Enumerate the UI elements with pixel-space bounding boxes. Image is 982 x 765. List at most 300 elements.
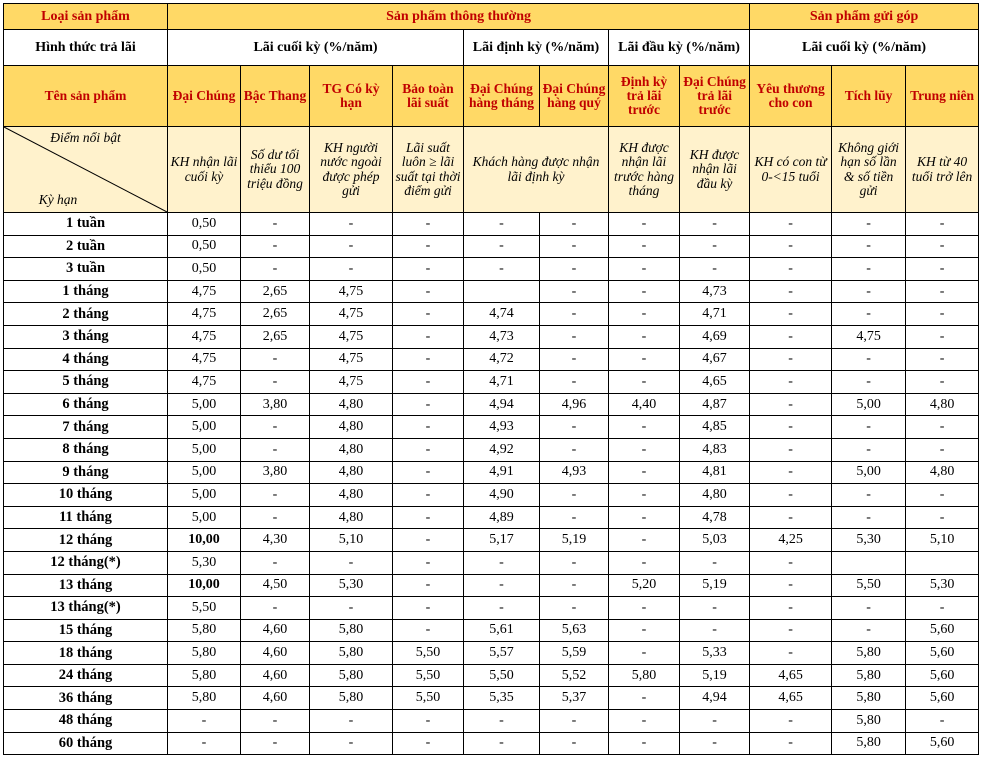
rate-cell — [906, 551, 979, 574]
rate-cell: - — [609, 348, 680, 371]
rate-cell: 5,30 — [310, 574, 393, 597]
product-name-header: Tên sản phẩm — [4, 66, 168, 127]
rate-cell: - — [241, 506, 310, 529]
rate-cell: - — [906, 213, 979, 236]
rate-cell: - — [241, 213, 310, 236]
rate-cell: 4,83 — [680, 438, 750, 461]
term-cell: 60 tháng — [4, 732, 168, 755]
rate-cell: - — [609, 371, 680, 394]
rate-cell: - — [609, 732, 680, 755]
rate-cell: - — [393, 348, 464, 371]
rate-cell: - — [540, 416, 609, 439]
product-desc-8: KH được nhận lãi đầu kỳ — [680, 127, 750, 213]
table-row — [4, 529, 979, 552]
rate-cell: - — [393, 574, 464, 597]
rate-cell: - — [393, 235, 464, 258]
term-cell: 12 tháng(*) — [4, 551, 168, 574]
table-row — [4, 732, 979, 755]
product-name-7: Định kỳ trả lãi trước — [609, 66, 680, 127]
rate-cell: 2,65 — [241, 303, 310, 326]
rate-cell: - — [609, 258, 680, 281]
end-of-term-header: Lãi cuối kỳ (%/năm) — [168, 30, 464, 66]
rate-cell: 4,50 — [241, 574, 310, 597]
rate-cell: 5,30 — [168, 551, 241, 574]
rate-cell: 5,00 — [168, 393, 241, 416]
rate-cell: 5,52 — [540, 664, 609, 687]
rate-cell: 4,96 — [540, 393, 609, 416]
rate-cell: 4,71 — [680, 303, 750, 326]
rate-cell: - — [241, 732, 310, 755]
periodic-header: Lãi định kỳ (%/năm) — [464, 30, 609, 66]
term-cell: 18 tháng — [4, 642, 168, 665]
rate-cell: 4,74 — [464, 303, 540, 326]
rate-cell: - — [750, 484, 832, 507]
rate-cell: 4,30 — [241, 529, 310, 552]
rate-cell: - — [310, 213, 393, 236]
rate-cell: - — [750, 732, 832, 755]
rate-cell — [464, 280, 540, 303]
rate-cell: - — [750, 551, 832, 574]
rate-cell: 4,65 — [680, 371, 750, 394]
rate-cell: - — [906, 348, 979, 371]
rate-cell: - — [832, 371, 906, 394]
rate-cell: 4,75 — [310, 280, 393, 303]
rate-cell: - — [540, 258, 609, 281]
product-name-10: Tích lũy — [832, 66, 906, 127]
term-cell: 7 tháng — [4, 416, 168, 439]
rate-cell: - — [241, 258, 310, 281]
term-cell: 2 tuần — [4, 235, 168, 258]
table-row — [4, 325, 979, 348]
rate-cell: 5,17 — [464, 529, 540, 552]
rate-cell: - — [832, 438, 906, 461]
rate-cell: 4,60 — [241, 687, 310, 710]
rate-cell: - — [906, 506, 979, 529]
rate-cell: - — [750, 371, 832, 394]
rate-cell: - — [680, 710, 750, 733]
rate-cell: - — [906, 235, 979, 258]
rate-cell: - — [310, 551, 393, 574]
rate-cell: 4,67 — [680, 348, 750, 371]
rate-cell: 4,73 — [680, 280, 750, 303]
rate-cell: - — [906, 484, 979, 507]
rate-cell: - — [750, 574, 832, 597]
rate-cell: 4,60 — [241, 619, 310, 642]
rate-cell: 5,03 — [680, 529, 750, 552]
rate-cell: - — [609, 506, 680, 529]
rate-cell: 4,75 — [310, 325, 393, 348]
rate-cell: - — [310, 597, 393, 620]
rate-cell: - — [393, 619, 464, 642]
rate-cell: - — [750, 213, 832, 236]
rate-cell: 4,75 — [310, 303, 393, 326]
rate-cell: 0,50 — [168, 258, 241, 281]
rate-cell: 5,80 — [168, 619, 241, 642]
rate-cell: - — [906, 438, 979, 461]
table-row — [4, 371, 979, 394]
rate-cell: - — [609, 416, 680, 439]
product-name-2: Bậc Thang — [241, 66, 310, 127]
rate-cell: 2,65 — [241, 280, 310, 303]
table-row — [4, 303, 979, 326]
product-type-header: Loại sản phẩm — [4, 4, 168, 30]
rate-cell: - — [906, 303, 979, 326]
rate-cell: - — [609, 438, 680, 461]
rate-cell: - — [310, 732, 393, 755]
rate-cell: - — [609, 484, 680, 507]
rate-cell: - — [540, 371, 609, 394]
rate-cell: 5,19 — [540, 529, 609, 552]
rate-cell: - — [750, 506, 832, 529]
rate-cell: - — [540, 235, 609, 258]
rate-cell: 4,25 — [750, 529, 832, 552]
rate-cell: - — [540, 325, 609, 348]
rate-cell: 4,75 — [310, 348, 393, 371]
rate-cell: 4,80 — [310, 438, 393, 461]
rate-cell: - — [750, 348, 832, 371]
rate-cell: - — [241, 484, 310, 507]
rate-cell: 4,89 — [464, 506, 540, 529]
rate-cell: 4,92 — [464, 438, 540, 461]
rate-cell: - — [750, 258, 832, 281]
rate-cell: - — [464, 732, 540, 755]
rate-cell: - — [241, 710, 310, 733]
rate-cell: - — [609, 213, 680, 236]
rate-cell: - — [906, 280, 979, 303]
rate-cell: - — [464, 258, 540, 281]
rate-cell: - — [680, 235, 750, 258]
table-row — [4, 574, 979, 597]
product-desc-5: Khách hàng được nhận lãi định kỳ — [464, 127, 609, 213]
rate-cell: 3,80 — [241, 461, 310, 484]
highlight-term-corner — [4, 127, 168, 213]
rate-cell: 4,90 — [464, 484, 540, 507]
term-cell: 15 tháng — [4, 619, 168, 642]
rate-cell: - — [750, 303, 832, 326]
rate-cell: - — [832, 506, 906, 529]
rate-cell: - — [540, 213, 609, 236]
rate-cell: 5,35 — [464, 687, 540, 710]
rate-cell: 5,10 — [310, 529, 393, 552]
rate-cell: 5,19 — [680, 664, 750, 687]
rate-cell: - — [680, 213, 750, 236]
rate-cell: - — [540, 280, 609, 303]
table-row — [4, 258, 979, 281]
product-desc-4: Lãi suất luôn ≥ lãi suất tại thời điểm gửi — [393, 127, 464, 213]
term-cell: 48 tháng — [4, 710, 168, 733]
rate-cell: - — [540, 303, 609, 326]
rate-cell: - — [750, 619, 832, 642]
table-row — [4, 484, 979, 507]
rate-cell: 5,60 — [906, 732, 979, 755]
rate-cell: - — [393, 732, 464, 755]
rate-cell: 5,00 — [168, 461, 241, 484]
rate-cell: 5,00 — [832, 393, 906, 416]
rate-cell: - — [464, 551, 540, 574]
rate-cell: - — [680, 551, 750, 574]
rate-cell: 4,75 — [168, 348, 241, 371]
rate-cell: - — [464, 597, 540, 620]
rate-cell: - — [750, 416, 832, 439]
table-row — [4, 551, 979, 574]
rate-cell: 4,91 — [464, 461, 540, 484]
product-name-4: Bảo toàn lãi suất — [393, 66, 464, 127]
table-row — [4, 597, 979, 620]
rate-cell: - — [393, 213, 464, 236]
rate-cell: - — [906, 258, 979, 281]
table-row — [4, 393, 979, 416]
rate-cell: 4,75 — [168, 303, 241, 326]
rate-cell: - — [609, 280, 680, 303]
rate-cell: - — [832, 235, 906, 258]
term-cell: 10 tháng — [4, 484, 168, 507]
rate-cell: 4,94 — [464, 393, 540, 416]
rate-cell: - — [393, 506, 464, 529]
rate-cell: 5,50 — [393, 642, 464, 665]
rate-cell: - — [750, 597, 832, 620]
product-desc-10: Không giới hạn số lần & số tiền gửi — [832, 127, 906, 213]
product-name-6: Đại Chúng hàng quý — [540, 66, 609, 127]
rate-cell: - — [832, 213, 906, 236]
rate-cell: - — [464, 213, 540, 236]
table-row — [4, 416, 979, 439]
rate-cell: 5,80 — [310, 687, 393, 710]
rate-cell: 4,80 — [310, 416, 393, 439]
rate-cell: 5,80 — [609, 664, 680, 687]
rate-cell: 5,00 — [168, 506, 241, 529]
rate-cell: - — [680, 597, 750, 620]
rate-cell: 5,00 — [168, 416, 241, 439]
rate-cell: - — [609, 529, 680, 552]
rate-cell: 5,80 — [168, 664, 241, 687]
table-row — [4, 235, 979, 258]
rate-cell: - — [609, 303, 680, 326]
rate-cell: - — [906, 416, 979, 439]
rate-cell: - — [393, 597, 464, 620]
rate-cell: 5,63 — [540, 619, 609, 642]
rate-cell: 0,50 — [168, 235, 241, 258]
rate-cell: - — [832, 280, 906, 303]
rate-cell: 5,80 — [832, 687, 906, 710]
rate-cell: 4,80 — [310, 484, 393, 507]
rate-cell: 5,33 — [680, 642, 750, 665]
table-row — [4, 710, 979, 733]
rate-cell: 5,60 — [906, 687, 979, 710]
rate-cell: 4,87 — [680, 393, 750, 416]
table-row — [4, 348, 979, 371]
rate-cell: 0,50 — [168, 213, 241, 236]
product-name-1: Đại Chúng — [168, 66, 241, 127]
rate-cell: 5,59 — [540, 642, 609, 665]
rate-cell: - — [393, 393, 464, 416]
rate-cell: 5,80 — [168, 687, 241, 710]
rate-cell: - — [750, 280, 832, 303]
rate-cell: - — [750, 461, 832, 484]
rate-cell: - — [750, 325, 832, 348]
product-name-11: Trung niên — [906, 66, 979, 127]
product-name-5: Đại Chúng hàng tháng — [464, 66, 540, 127]
rate-cell: - — [540, 438, 609, 461]
rate-cell: - — [241, 416, 310, 439]
term-cell: 4 tháng — [4, 348, 168, 371]
rate-cell: - — [310, 235, 393, 258]
savings-end-of-term-header: Lãi cuối kỳ (%/năm) — [750, 30, 979, 66]
product-name-3: TG Có kỳ hạn — [310, 66, 393, 127]
rate-cell: 4,93 — [464, 416, 540, 439]
rate-cell: - — [168, 710, 241, 733]
rate-cell: - — [393, 461, 464, 484]
rate-cell: 5,10 — [906, 529, 979, 552]
rate-cell: 4,80 — [680, 484, 750, 507]
rate-cell: 4,65 — [750, 687, 832, 710]
rate-cell: - — [609, 325, 680, 348]
rate-cell: 4,93 — [540, 461, 609, 484]
product-name-9: Yêu thương cho con — [750, 66, 832, 127]
term-cell: 3 tuần — [4, 258, 168, 281]
rate-cell: - — [540, 484, 609, 507]
rate-cell: - — [609, 551, 680, 574]
savings-products-header: Sản phẩm gửi góp — [750, 4, 979, 30]
product-desc-2: Số dư tối thiểu 100 triệu đồng — [241, 127, 310, 213]
rate-cell: - — [680, 258, 750, 281]
rate-cell: - — [168, 732, 241, 755]
rate-cell: - — [750, 710, 832, 733]
rate-cell: - — [393, 529, 464, 552]
rate-cell: - — [464, 235, 540, 258]
rate-cell: - — [832, 258, 906, 281]
rate-cell: 4,40 — [609, 393, 680, 416]
rate-cell: - — [609, 461, 680, 484]
rate-cell: 4,71 — [464, 371, 540, 394]
rate-cell: - — [609, 619, 680, 642]
rate-cell: - — [609, 235, 680, 258]
rate-cell: - — [540, 597, 609, 620]
rate-cell: - — [393, 371, 464, 394]
rate-cell: 4,60 — [241, 642, 310, 665]
term-cell: 8 tháng — [4, 438, 168, 461]
rate-cell: - — [832, 416, 906, 439]
rate-cell: - — [832, 484, 906, 507]
upfront-header: Lãi đầu kỳ (%/năm) — [609, 30, 750, 66]
rate-cell: 5,37 — [540, 687, 609, 710]
rate-cell: - — [906, 325, 979, 348]
rate-cell: - — [393, 280, 464, 303]
rate-cell: 4,80 — [906, 461, 979, 484]
table-row — [4, 642, 979, 665]
rate-cell: 4,75 — [168, 280, 241, 303]
rate-cell: 4,85 — [680, 416, 750, 439]
table-row — [4, 213, 979, 236]
rate-cell: - — [750, 642, 832, 665]
table-row — [4, 438, 979, 461]
product-desc-7: KH được nhận lãi trước hàng tháng — [609, 127, 680, 213]
rate-cell: 5,80 — [832, 732, 906, 755]
term-cell: 2 tháng — [4, 303, 168, 326]
term-cell: 13 tháng(*) — [4, 597, 168, 620]
rate-cell: - — [680, 619, 750, 642]
rate-cell: 4,80 — [310, 506, 393, 529]
rate-cell: - — [750, 393, 832, 416]
table-row — [4, 280, 979, 303]
rate-cell: 10,00 — [168, 574, 241, 597]
rate-cell: 5,00 — [168, 484, 241, 507]
rate-cell: 4,72 — [464, 348, 540, 371]
rate-cell: - — [750, 438, 832, 461]
rate-cell: - — [832, 597, 906, 620]
rate-cell: - — [680, 732, 750, 755]
rate-cell: 4,60 — [241, 664, 310, 687]
rate-cell: - — [393, 551, 464, 574]
rate-cell: 4,80 — [310, 461, 393, 484]
rate-cell: 5,50 — [393, 664, 464, 687]
regular-products-header: Sản phẩm thông thường — [168, 4, 750, 30]
product-desc-3: KH người nước ngoài được phép gửi — [310, 127, 393, 213]
rate-cell: 5,50 — [393, 687, 464, 710]
product-desc-11: KH từ 40 tuổi trở lên — [906, 127, 979, 213]
rate-cell: 5,50 — [464, 664, 540, 687]
rate-cell: 4,75 — [168, 371, 241, 394]
rate-cell: 4,80 — [906, 393, 979, 416]
rate-cell: 5,30 — [832, 529, 906, 552]
product-desc-1: KH nhận lãi cuối kỳ — [168, 127, 241, 213]
term-cell: 3 tháng — [4, 325, 168, 348]
rate-cell: 4,75 — [832, 325, 906, 348]
rate-cell: - — [393, 484, 464, 507]
term-cell: 1 tuần — [4, 213, 168, 236]
rate-cell: - — [832, 303, 906, 326]
rate-cell: - — [609, 687, 680, 710]
table-row — [4, 619, 979, 642]
rate-cell: - — [241, 348, 310, 371]
rate-cell: - — [241, 371, 310, 394]
term-cell: 9 tháng — [4, 461, 168, 484]
rate-cell: 5,00 — [168, 438, 241, 461]
rate-cell: 4,78 — [680, 506, 750, 529]
rate-cell: - — [609, 710, 680, 733]
rate-cell: 5,60 — [906, 619, 979, 642]
rate-cell: 5,80 — [832, 664, 906, 687]
rate-cell: 5,80 — [310, 619, 393, 642]
rate-cell: - — [393, 438, 464, 461]
rate-cell — [832, 551, 906, 574]
rate-cell: 2,65 — [241, 325, 310, 348]
rate-cell: - — [393, 416, 464, 439]
rate-cell: 5,00 — [832, 461, 906, 484]
term-cell: 11 tháng — [4, 506, 168, 529]
term-cell: 36 tháng — [4, 687, 168, 710]
rate-cell: 5,61 — [464, 619, 540, 642]
rate-cell: 5,60 — [906, 642, 979, 665]
term-cell: 6 tháng — [4, 393, 168, 416]
rate-cell: - — [464, 574, 540, 597]
rate-cell: 4,94 — [680, 687, 750, 710]
rate-cell: - — [393, 325, 464, 348]
rate-cell: - — [540, 551, 609, 574]
rate-cell: 4,80 — [310, 393, 393, 416]
rate-cell: - — [609, 642, 680, 665]
rate-cell: 10,00 — [168, 529, 241, 552]
rate-cell: - — [241, 551, 310, 574]
rate-cell: - — [310, 258, 393, 281]
rate-cell: - — [540, 732, 609, 755]
term-cell: 24 tháng — [4, 664, 168, 687]
rate-cell: 3,80 — [241, 393, 310, 416]
rate-cell: 5,80 — [168, 642, 241, 665]
highlight-label: Điểm nổi bật — [50, 130, 121, 145]
rate-cell: - — [540, 506, 609, 529]
table-row — [4, 461, 979, 484]
rate-cell: - — [906, 710, 979, 733]
